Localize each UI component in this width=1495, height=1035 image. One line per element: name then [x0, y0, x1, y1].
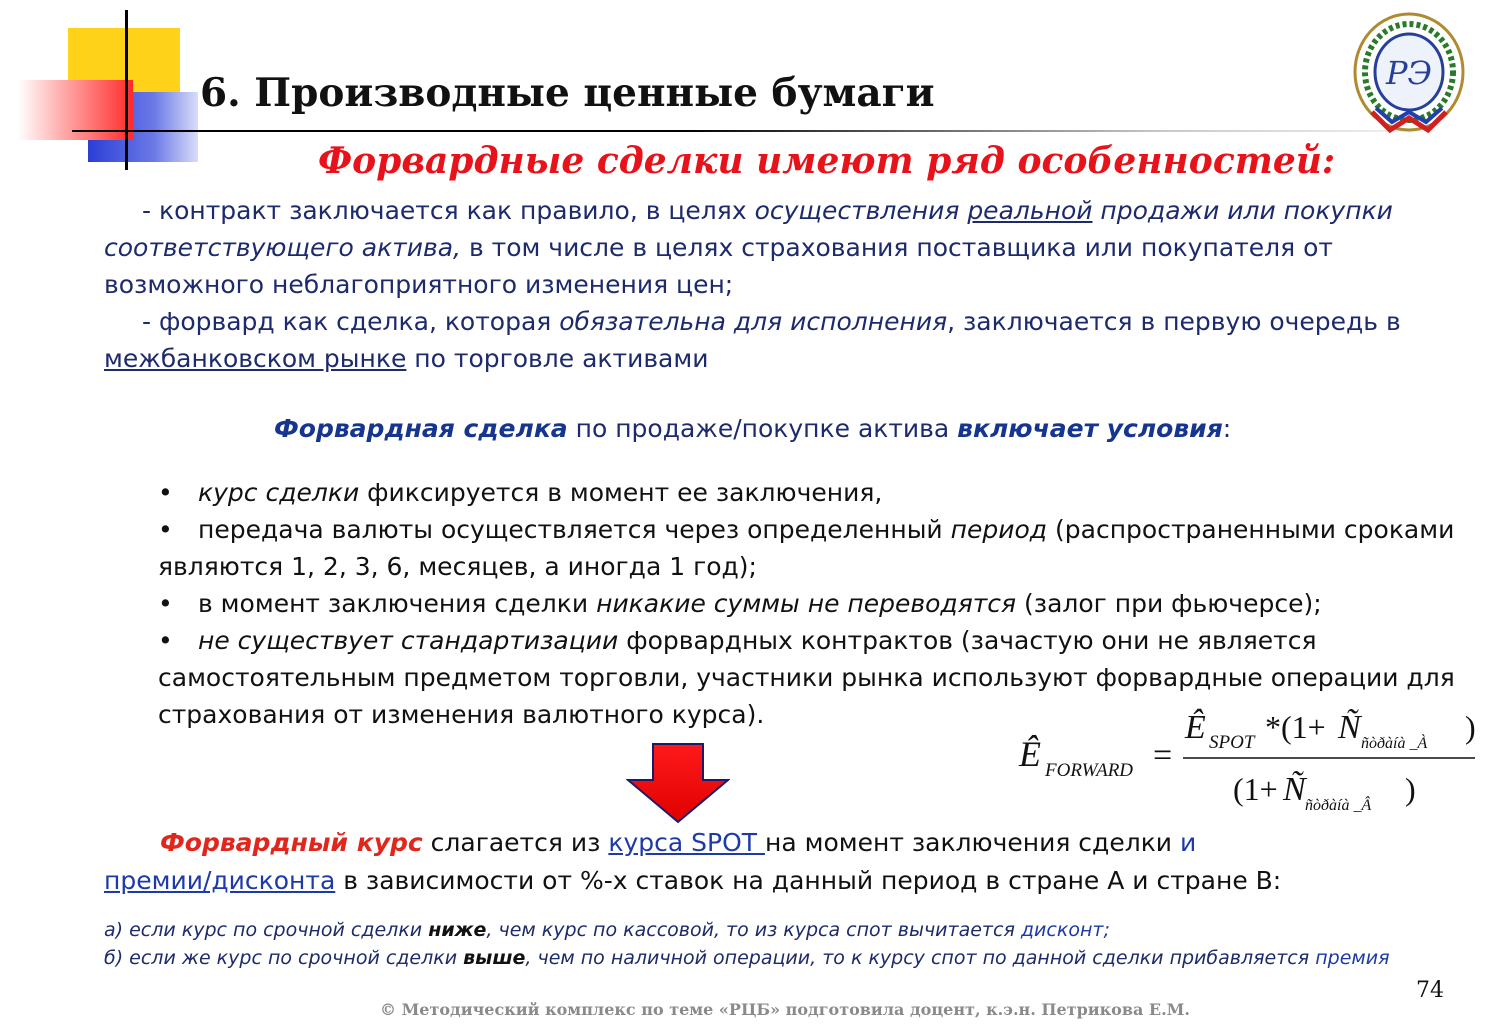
formula-num-sub: SPOT [1209, 732, 1255, 753]
conditions-term: Форвардная сделка [274, 414, 568, 443]
bullet-3-tail: (залог при фьючерсе); [1016, 589, 1322, 618]
svg-text:РЭ: РЭ [1385, 54, 1433, 92]
bullet-4-italic: не существует стандартизации [198, 626, 619, 655]
feature-2-text: - форвард как сделка, которая [142, 307, 560, 336]
note-b-emph: выше [463, 947, 526, 969]
conditions-list [158, 474, 1478, 733]
formula-num-close: ) [1465, 709, 1476, 745]
forward-rate-text: слагается из [422, 828, 609, 857]
feature-1-text: - контракт заключается как правило, в целях [142, 196, 755, 225]
bullet-marker: • [158, 478, 173, 507]
page-number: 74 [1416, 978, 1444, 1003]
forward-rate-and: и [1179, 828, 1197, 857]
conditions-heading [274, 414, 1231, 443]
feature-1-underline: реальной [967, 196, 1093, 225]
bullet-1-italic: курс сделки [198, 478, 360, 507]
university-emblem-icon [1350, 8, 1468, 140]
conditions-emph: включает условия [957, 414, 1223, 443]
list-item [158, 474, 1478, 511]
formula-num-n-sub: ñòðàíà _À [1361, 735, 1428, 752]
formula-num-k: Ê [1185, 709, 1206, 746]
formula-lhs-sub: FORWARD [1045, 760, 1134, 781]
feature-2-mid: , заключается в первую очередь в [947, 307, 1401, 336]
formula-den-open: (1+ [1233, 771, 1278, 807]
formula-equals: = [1153, 737, 1173, 774]
forward-rate-formula [1015, 698, 1485, 818]
forward-rate-term: Форвардный курс [160, 828, 423, 857]
list-item [158, 585, 1478, 622]
bullet-1-text: фиксируется в момент ее заключения, [359, 478, 883, 507]
formula-den-n: Ñ [1283, 771, 1306, 808]
spot-rate-link[interactable]: курса SPOT [608, 828, 765, 857]
bullet-marker: • [158, 515, 173, 544]
formula-lhs: Ê [1019, 734, 1041, 774]
feature-paragraph-2 [104, 303, 1489, 377]
notes [104, 916, 1489, 972]
down-arrow-icon [626, 742, 730, 824]
note-a-discount: дисконт; [1020, 919, 1110, 941]
footer-credit: © Методический комплекс по теме «РЦБ» подготовила доцент, к.э.н. Петрикова Е.М. [380, 1000, 1190, 1019]
formula-num-n: Ñ [1338, 709, 1361, 746]
bullet-3-italic: никакие суммы не переводятся [596, 589, 1017, 618]
forward-rate-mid: на момент заключения сделки [764, 828, 1180, 857]
note-a: а) если курс по срочной сделки ниже, чем курс по кассовой, то из курса спот вычитается дисконт; [104, 919, 1110, 941]
formula-num-rest: *(1+ [1265, 709, 1326, 745]
list-item [158, 511, 1478, 585]
bullet-marker: • [158, 589, 173, 618]
note-b: б) если же курс по срочной сделки выше, чем по наличной операции, то к курсу спот по данной сделки прибавляется премия [104, 947, 1390, 969]
conditions-colon: : [1222, 414, 1232, 443]
bullet-4-text: форвардных контрактов (зачастую они не является самостоятельным предметом торговли, участники рынка используют форвардные операции для страхования от изменения валютного курса). [158, 626, 1455, 729]
forward-rate-tail: в зависимости от %-х ставок на данный период в стране А и стране В: [335, 866, 1282, 895]
conditions-mid: по продаже/покупке актива [567, 414, 958, 443]
feature-paragraph-1 [104, 192, 1489, 303]
formula-den-n-sub: ñòðàíà _Â [1305, 797, 1372, 814]
feature-1-italic: осуществления [754, 196, 968, 225]
section-subtitle: Форвардные сделки имеют ряд особенностей: [318, 140, 1336, 182]
bullet-2-text: передача валюты осуществляется через определенный [198, 515, 951, 544]
premium-discount-link[interactable]: премии/дисконта [104, 866, 336, 895]
title-rule [72, 130, 1432, 132]
feature-2-underline: межбанковском рынке [104, 344, 407, 373]
bullet-2-italic: период [950, 515, 1048, 544]
bullet-marker: • [158, 626, 173, 655]
feature-2-italic: обязательна для исполнения [559, 307, 948, 336]
bullet-3-text: в момент заключения сделки [198, 589, 597, 618]
feature-1-italic-tail: продажи или покупки соответствующего актива, [104, 196, 1393, 262]
forward-rate-paragraph [104, 824, 1489, 900]
formula-den-close: ) [1405, 771, 1416, 807]
bullet-2-tail: (распространенными сроками являются 1, 2, 3, 6, месяцев, а иногда 1 год); [158, 515, 1455, 581]
page-title: 6. Производные ценные бумаги [200, 70, 935, 116]
feature-1-tail: в том числе в целях страхования поставщика или покупателя от возможного неблагоприятного изменения цен; [104, 233, 1333, 299]
decor-vertical-line [125, 10, 128, 170]
note-b-premium: премия [1315, 947, 1390, 969]
feature-2-tail: по торговле активами [406, 344, 709, 373]
note-a-emph: ниже [428, 919, 487, 941]
